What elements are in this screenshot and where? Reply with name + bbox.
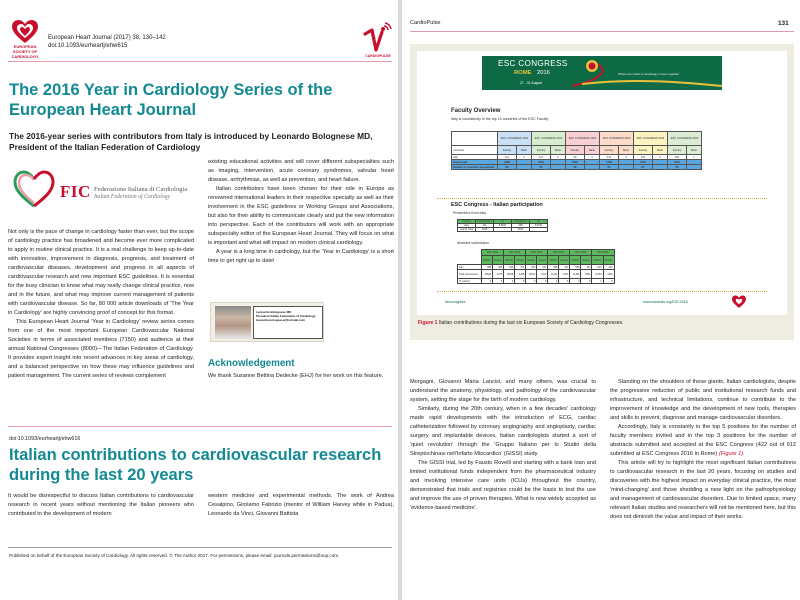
corner-cell — [458, 256, 482, 265]
table-cell: 58 — [566, 165, 585, 170]
table-cell: 8.82% — [494, 224, 512, 228]
figure-label: Figure 1 — [418, 320, 438, 326]
sub-header: Rank — [584, 146, 599, 155]
figure-footer-separator — [437, 291, 767, 292]
faculty-overview-subtitle: Italy is consistently in the top 10 countries of the ESC Faculty — [451, 117, 549, 121]
paragraph: Standing on the shoulders of these giants, Italian cardiologists, despite the progressive reduction of public and institutional research funds and infrastructure, and technical limitations, continue to contribute to the improvement of knowledge and the development of new tools, therapies and skills to prevent, diagnose and manage cardiovascular disorders. — [610, 379, 796, 421]
table-cell: 11444 — [548, 270, 559, 279]
fic-letters: FIC — [60, 182, 91, 201]
figure-panel — [417, 51, 787, 315]
article2-column-3 — [410, 378, 596, 513]
table-cell: 111 — [476, 224, 494, 228]
esc-small-logo-icon — [732, 295, 746, 309]
column-header: % — [530, 220, 548, 224]
table-cell: 5 — [581, 279, 592, 284]
table-cell: 111 — [498, 155, 517, 160]
table-cell: 5 — [537, 279, 548, 284]
sub-header: Submit. — [526, 256, 537, 265]
article2-column-2 — [208, 492, 394, 519]
table-cell: 1305 — [532, 160, 551, 165]
sub-header: Submit. — [592, 256, 603, 265]
table-cell: 60 — [600, 165, 619, 170]
faculty-subheader-row — [452, 146, 702, 155]
table-cell — [584, 165, 599, 170]
table-cell: 3 — [584, 155, 599, 160]
page-number: 131 — [778, 20, 789, 27]
table-cell: 60 — [532, 165, 551, 170]
sub-header: Rank — [686, 146, 701, 155]
fic-logo — [12, 170, 192, 210]
table-cell: 362 — [581, 265, 592, 270]
column-header: # Abstracts — [512, 220, 530, 224]
sub-header: Submit. — [482, 256, 493, 265]
table-cell: 10826 — [482, 270, 493, 279]
table-cell: 5 — [603, 279, 614, 284]
sub-header: Faculty — [634, 146, 653, 155]
sub-header: Accept. — [603, 256, 614, 265]
article-title: The 2016 Year in Cardiology Series of the European Heart Journal — [9, 81, 333, 119]
table-cell: 1258 — [476, 228, 494, 232]
congress-header: ESC CONGRESS 2013 — [566, 132, 600, 146]
table-cell: 998 — [548, 265, 559, 270]
banner-city: ROME — [514, 70, 532, 76]
figure-reference-link[interactable]: (Figure 1). — [718, 451, 745, 457]
table-cell: 2 — [592, 279, 603, 284]
sub-header: Rank — [516, 146, 531, 155]
abstract-subheader-row — [458, 256, 615, 265]
sub-header: Faculty — [532, 146, 551, 155]
congress-header: ESC CONGRESS 2016 — [668, 132, 702, 146]
figure-1 — [410, 44, 794, 340]
table-cell: 56 — [498, 165, 517, 170]
author-info — [253, 306, 323, 339]
table-row — [458, 228, 548, 232]
table-cell: 3 — [526, 279, 537, 284]
author-role: President Italian Federation of Cardiology — [256, 314, 316, 319]
presenters-table — [457, 219, 548, 232]
table-cell: 4501 — [581, 270, 592, 279]
table-cell: 67 — [634, 165, 653, 170]
author-name: Leonardo Bolognese MD — [256, 310, 292, 314]
row-label: IT position — [458, 279, 482, 284]
row-label: Italy — [458, 265, 482, 270]
table-cell: 132 — [634, 155, 653, 160]
row-label: Number of countries represented — [452, 165, 498, 170]
esc-logo-text: EUROPEAN SOCIETY OF CARDIOLOGY — [11, 44, 39, 59]
faculty-overview-title: Faculty Overview — [451, 108, 501, 114]
table-cell: 4329 — [603, 270, 614, 279]
paragraph: Morgagni, Giovanni Maria Lancisi, and many others, was crucial to understand the anatomy, physiology, and pathology of the cardiovascular system, setting the stage for the birth of modern cardiology. — [410, 379, 596, 403]
table-cell: 5 — [559, 279, 570, 284]
cardiopulse-wave-icon — [362, 20, 394, 54]
table-cell: 422 — [603, 265, 614, 270]
table-cell: 3 — [504, 279, 515, 284]
sub-header: Accept. — [537, 256, 548, 265]
table-row — [458, 270, 615, 279]
sub-header: Faculty — [566, 146, 585, 155]
section-rule — [8, 426, 392, 427]
table-cell: 1331 — [668, 160, 687, 165]
year-header: ESC 2016 — [592, 250, 614, 256]
year-header: ESC 2011 — [482, 250, 504, 256]
table-cell: 373 — [515, 265, 526, 270]
author-card — [210, 302, 324, 342]
abstract-subtitle: Abstract submission — [457, 241, 490, 245]
paragraph: This European Heart Journal 'Year in Cardiology' review series comes from one of the most important European Cardiovascular National Societies in terms of associated members (7150) and audience at their annual National Congresses (8000)—The Italian Federation of Cardiology. It provides expert insight into recent advances in key areas of cardiology, and a balanced perspective on how these may influence guidelines and patient management. The current series of reviews complement — [8, 319, 194, 379]
paragraph: Similarly, during the 20th century, when in a few decades' cardiology made rapid developments with the introduction of ECG, cardiac catheterization followed by coronary angiography and angioplasty, cardiac surgery and implantable devices, Italian cardiologists started a sort of 'quiet revolution' through the 'Gruppo Italiano per lo Studio della Streptochinasi nell'Infarto Miocardico' (GISSI) study. — [410, 406, 596, 457]
journal-citation: European Heart Journal (2017) 38, 130–142 — [48, 35, 166, 41]
year-header: ESC 2014 — [548, 250, 570, 256]
acknowledgement-heading: Acknowledgement — [208, 358, 295, 369]
table-cell: 1 — [686, 155, 701, 160]
table-row — [452, 165, 702, 170]
table-cell — [550, 165, 565, 170]
table-cell — [530, 228, 548, 232]
sub-header: Faculty — [668, 146, 687, 155]
table-cell: Italy — [458, 224, 476, 228]
table-cell: Grand Total — [458, 228, 476, 232]
sub-header: Accept. — [559, 256, 570, 265]
intro-column-1 — [8, 228, 194, 381]
table-cell: 58 — [668, 165, 687, 170]
sub-header: Accept. — [493, 256, 504, 265]
sub-header: Submit. — [504, 256, 515, 265]
table-cell: 395 — [493, 265, 504, 270]
article-doi: doi:10.1093/eurheartj/ehw615 — [48, 43, 128, 49]
paragraph-text: Accordingly, Italy is constantly in the top 5 positions for the number of faculty members invited and in the top 3 positions for the number of abstracts submitted and accepted at the ESC Congress (422 out of 912 submitted at ESC Congress 2016 in Rome) — [610, 424, 796, 457]
corner-cell — [452, 132, 498, 146]
faculty-table — [451, 131, 702, 170]
year-header: ESC 2015 — [570, 250, 592, 256]
table-cell — [686, 165, 701, 170]
table-cell: 956 — [570, 265, 581, 270]
abstract-table — [457, 249, 615, 284]
table-cell: 99 — [566, 155, 585, 160]
sub-header: Rank — [618, 146, 633, 155]
table-cell: 953 — [526, 265, 537, 270]
paragraph: This article will try to highlight the most significant Italian contributions to cardiovascular research in the last 20 years, focusing on studies and discoveries with the highest impact on everyday clinical practice, the most 'mind-changing' and those shedding a new light on the pathophysiology and management of cardiovascular disorders. Due to limited space, many relevant Italian studies and researchers will not be mentioned here, but this does not diminish the value and impact of their works. — [610, 460, 796, 520]
table-cell — [652, 165, 667, 170]
sub-header: Accept. — [515, 256, 526, 265]
author-email: leonardo.bolognese@hotmail.com — [256, 318, 306, 323]
table-cell: 327 — [537, 265, 548, 270]
sub-header: Submit. — [548, 256, 559, 265]
banner-dates: 27 - 31 August — [520, 81, 542, 85]
table-cell: 4112 — [537, 270, 548, 279]
year-header: ESC 2013 — [526, 250, 548, 256]
figure-url: www.escardio.org/ESC2016 — [643, 300, 688, 304]
column-header: Country — [458, 220, 476, 224]
header-rule — [8, 61, 392, 62]
row-label: Grand total — [452, 160, 498, 165]
congress-header: ESC CONGRESS 2011 — [498, 132, 532, 146]
article2-column-1 — [8, 492, 194, 519]
esc-heart-icon — [12, 20, 38, 44]
table-cell: 5 — [515, 279, 526, 284]
table-cell: 127 — [532, 155, 551, 160]
table-cell: 1084 — [566, 160, 585, 165]
left-page — [0, 0, 398, 600]
table-cell: 3 — [570, 279, 581, 284]
table-cell: 141 — [600, 155, 619, 160]
congress-header: ESC CONGRESS 2014 — [600, 132, 634, 146]
esc-congress-banner — [482, 56, 722, 90]
table-cell: 1540 — [634, 160, 653, 165]
paragraph — [610, 423, 796, 459]
faculty-header-row — [452, 132, 702, 146]
figure-separator — [437, 198, 767, 199]
figure-caption-text: Italian contributions during the last six European Society of Cardiology Congresses. — [438, 320, 624, 326]
fic-name-italian: Federazione Italiana di Cardiologia — [94, 186, 188, 193]
table-cell: 966 — [504, 265, 515, 270]
table-cell: 11391 — [570, 270, 581, 279]
figure-caption — [418, 320, 623, 326]
banner-title: ESC CONGRESS — [498, 59, 568, 68]
table-cell: 3 — [618, 155, 633, 160]
table-cell: 5 — [493, 279, 504, 284]
table-cell — [516, 165, 531, 170]
banner-year: 2016 — [537, 70, 550, 76]
row-label: Total submissions — [458, 270, 482, 279]
year-header: ESC 2012 — [504, 250, 526, 256]
paragraph: A year is a long time in cardiology, but the 'Year in Cardiology' is a short time to get right up to date! — [208, 249, 394, 264]
journal-reference — [48, 34, 166, 50]
table-cell: 1098 — [498, 160, 517, 165]
italian-participation-title: ESC Congress - Italian participation — [451, 202, 543, 208]
table-cell: 912 — [592, 265, 603, 270]
acknowledgement-text: We thank Susanne Bettina Dedecke (EHJ) for her work on this feature. — [208, 373, 384, 379]
table-cell: 11333 — [592, 270, 603, 279]
table-row — [458, 279, 615, 284]
table-cell: 4911 — [512, 228, 530, 232]
header-rule — [410, 31, 794, 32]
table-cell: 3 — [482, 279, 493, 284]
sub-header: Faculty — [498, 146, 517, 155]
table-cell — [618, 165, 633, 170]
row-label: Italy — [452, 155, 498, 160]
presenters-subtitle: Presenters from Italy — [453, 211, 487, 215]
table-cell: 4 — [516, 155, 531, 160]
article2-doi: doi:10.1093/eurheartj/ehw616 — [9, 436, 81, 442]
sub-header: Submit. — [570, 256, 581, 265]
paragraph: Italian contributors have been chosen for their role in Europe as renowned international leaders in their respective specialty as well as their involvement in the ESC guidelines or Working Groups and Associations, but also for their ability to communicate clearly and put the new information into perspective. Each of the contributors will work with an appropriate subspecialty editor of the European Heart Journal. They will focus on what is important and what will impact on modern clinical cardiology. — [208, 186, 394, 246]
paragraph: Not only is the pace of change in cardiology faster than ever, but the scope of cardiology practice has broadened and become ever more complicated to apply in routine clinical practice. It is a real challenge to keep up-to-date with innovation, improvement in diagnosis, prognosis, and treatment of cardiovascular diseases, development and progress in all aspects of cardiovascular research and new important ESC guidelines. It is essential for the busy clinician to know what may really change clinical practice, now and in the future, and what may improve current management of patients with cardiovascular disease. So far, 80 000 article downloads of 'The Year in Cardiology' are highly convincing proof of concept for this format. — [8, 229, 194, 316]
column-header: # Presenters — [477, 220, 492, 223]
table-cell: 1468 — [600, 160, 619, 165]
paragraph: existing educational activities and will cover different subspecialties such as imaging, intervention, acute coronary syndromes, valvular heart disease, arrhythmias, as well as prevention, and heart failure. — [208, 159, 394, 183]
table-cell: 9.54% — [530, 224, 548, 228]
paragraph: western medicine and experimental methods. The work of Andrea Cesalpino, Girolamo Fabrizio (mentor of William Harvey while in Padua), Leonardo da Vinci, Giovanni Battista — [208, 493, 394, 517]
table-cell: 10628 — [504, 270, 515, 279]
footer-rule — [8, 547, 392, 548]
table-cell: 4228 — [515, 270, 526, 279]
column-header: % — [494, 220, 512, 224]
sub-header: Accept. — [581, 256, 592, 265]
table-cell: 397 — [559, 265, 570, 270]
table-cell: 2 — [548, 279, 559, 284]
table-cell: 4207 — [559, 270, 570, 279]
fic-heart-icon — [12, 170, 56, 208]
table-cell: 4275 — [493, 270, 504, 279]
banner-tagline: Where the world of cardiology comes together — [618, 72, 680, 76]
running-head: CardioPulse — [410, 20, 441, 26]
author-photo — [215, 306, 251, 339]
article2-column-4 — [610, 378, 796, 522]
table-cell — [494, 228, 512, 232]
footer-text: Published on behalf of the European Society of Cardiology. All rights reserved. © The Author 2017. For permissions, please email: journals.permissions@oup.com. — [9, 553, 340, 558]
right-page — [402, 0, 800, 600]
cardiopulse-logo — [362, 20, 394, 62]
intro-column-2 — [208, 158, 394, 266]
esc-logo — [8, 20, 42, 60]
sub-header: Faculty — [600, 146, 619, 155]
article-subtitle: The 2016-year series with contributors from Italy is introduced by Leonardo Bolognese MD, President of the Italian Federation of Cardiology — [9, 131, 373, 152]
cardiopulse-logo-text: CARDIOPULSE — [365, 54, 391, 58]
table-cell: 998 — [482, 265, 493, 270]
table-cell: 3 — [652, 155, 667, 160]
sub-header: Rank — [652, 146, 667, 155]
fic-name-english: Italian Federation of Cardiology — [94, 194, 171, 200]
figure-hashtag: #escongress — [445, 300, 466, 304]
sub-header: Rank — [550, 146, 565, 155]
congress-header: ESC CONGRESS 2015 — [634, 132, 668, 146]
table-cell: 184 — [668, 155, 687, 160]
table-cell: 10972 — [526, 270, 537, 279]
table-cell: 468 — [512, 224, 530, 228]
congress-header: ESC CONGRESS 2012 — [532, 132, 566, 146]
table-cell: 2 — [550, 155, 565, 160]
paragraph: The GISSI trial, led by Fausto Rovelli and starting with a bank loan and limited institutional funds independent from the pharmaceutical industry and involving intensive care units (ICUs) throughout the country, demonstrated that trials and registries could be the basis to test the use and improve the use of proven therapies. What is now widely accepted as 'evidence-based medicine'. — [410, 460, 596, 511]
article2-title: Italian contributions to cardiovascular research during the last 20 years — [9, 446, 382, 484]
row-label-header: Countries — [452, 146, 498, 155]
paragraph: It would be disrespectful to discuss Italian contributions to cardiovascular research in recent years without mentioning the Italian pioneers who contributed to the development of modern — [8, 493, 194, 517]
